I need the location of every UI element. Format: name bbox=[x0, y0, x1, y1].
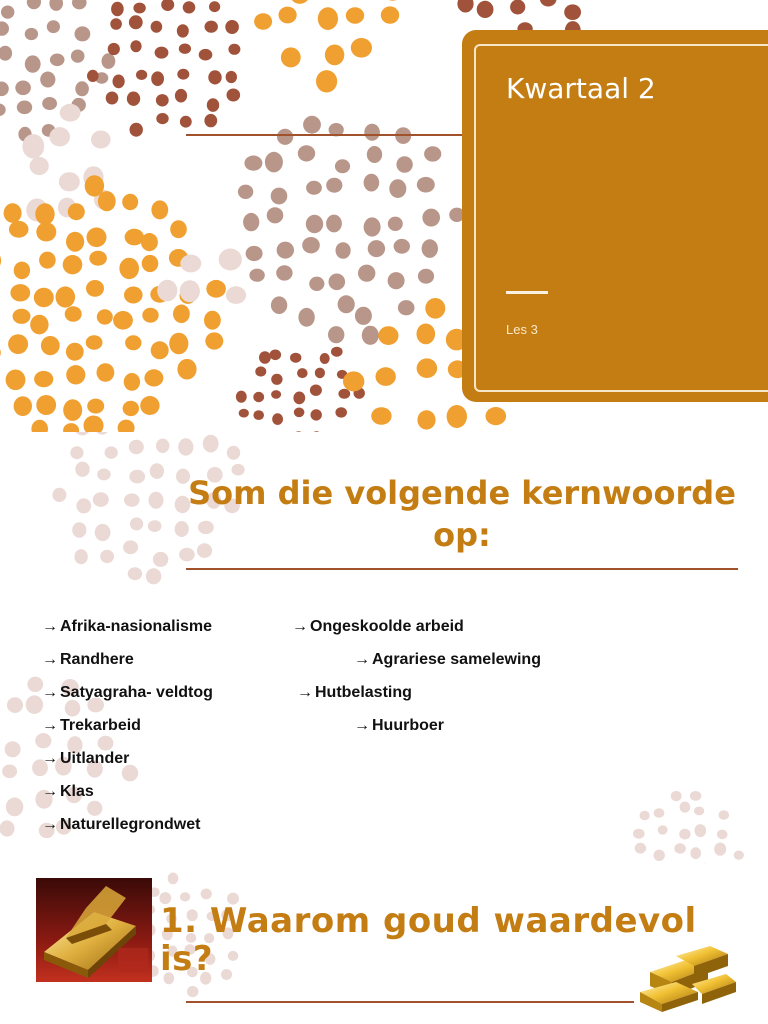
slide-subtitle: Les 3 bbox=[506, 322, 538, 337]
arrow-icon: → bbox=[354, 717, 370, 734]
gold-bars-icon bbox=[636, 934, 736, 1012]
arrow-icon: → bbox=[42, 750, 58, 767]
accent-bar bbox=[506, 291, 548, 294]
gold-bar-photo bbox=[36, 878, 152, 982]
keyword-item: → Trekarbeid bbox=[42, 717, 141, 734]
keyword-item: → Ongeskoolde arbeid bbox=[292, 618, 464, 635]
slide-title: Kwartaal 2 bbox=[506, 72, 656, 105]
keywords-slide bbox=[0, 432, 768, 864]
divider-line bbox=[186, 134, 466, 136]
keyword-item: → Agrariese samelewing bbox=[354, 651, 541, 668]
keyword-item: → Randhere bbox=[42, 651, 134, 668]
keyword-item: → Uitlander bbox=[42, 750, 130, 767]
keyword-item: → Naturellegrondwet bbox=[42, 816, 201, 833]
arrow-icon: → bbox=[42, 783, 58, 800]
divider-line bbox=[186, 568, 738, 570]
slide-heading: Som die volgende kernwoorde op: bbox=[188, 474, 736, 554]
title-slide bbox=[0, 0, 768, 432]
arrow-icon: → bbox=[292, 618, 308, 635]
divider-line bbox=[186, 1001, 634, 1003]
keyword-item: → Huurboer bbox=[354, 717, 444, 734]
slide-heading: 1. Waarom goud waardevol is? bbox=[160, 901, 697, 979]
arrow-icon: → bbox=[354, 651, 370, 668]
keyword-item: → Afrika-nasionalisme bbox=[42, 618, 213, 635]
arrow-icon: → bbox=[42, 618, 58, 635]
arrow-icon: → bbox=[297, 684, 313, 701]
arrow-icon: → bbox=[42, 651, 58, 668]
question-slide bbox=[0, 864, 768, 1024]
arrow-icon: → bbox=[42, 717, 58, 734]
title-panel bbox=[462, 30, 768, 402]
arrow-icon: → bbox=[42, 684, 58, 701]
keyword-item: → Hutbelasting bbox=[297, 684, 412, 701]
keyword-item: → Satyagraha- veldtog bbox=[42, 684, 213, 701]
arrow-icon: → bbox=[42, 816, 58, 833]
keyword-item: → Klas bbox=[42, 783, 94, 800]
